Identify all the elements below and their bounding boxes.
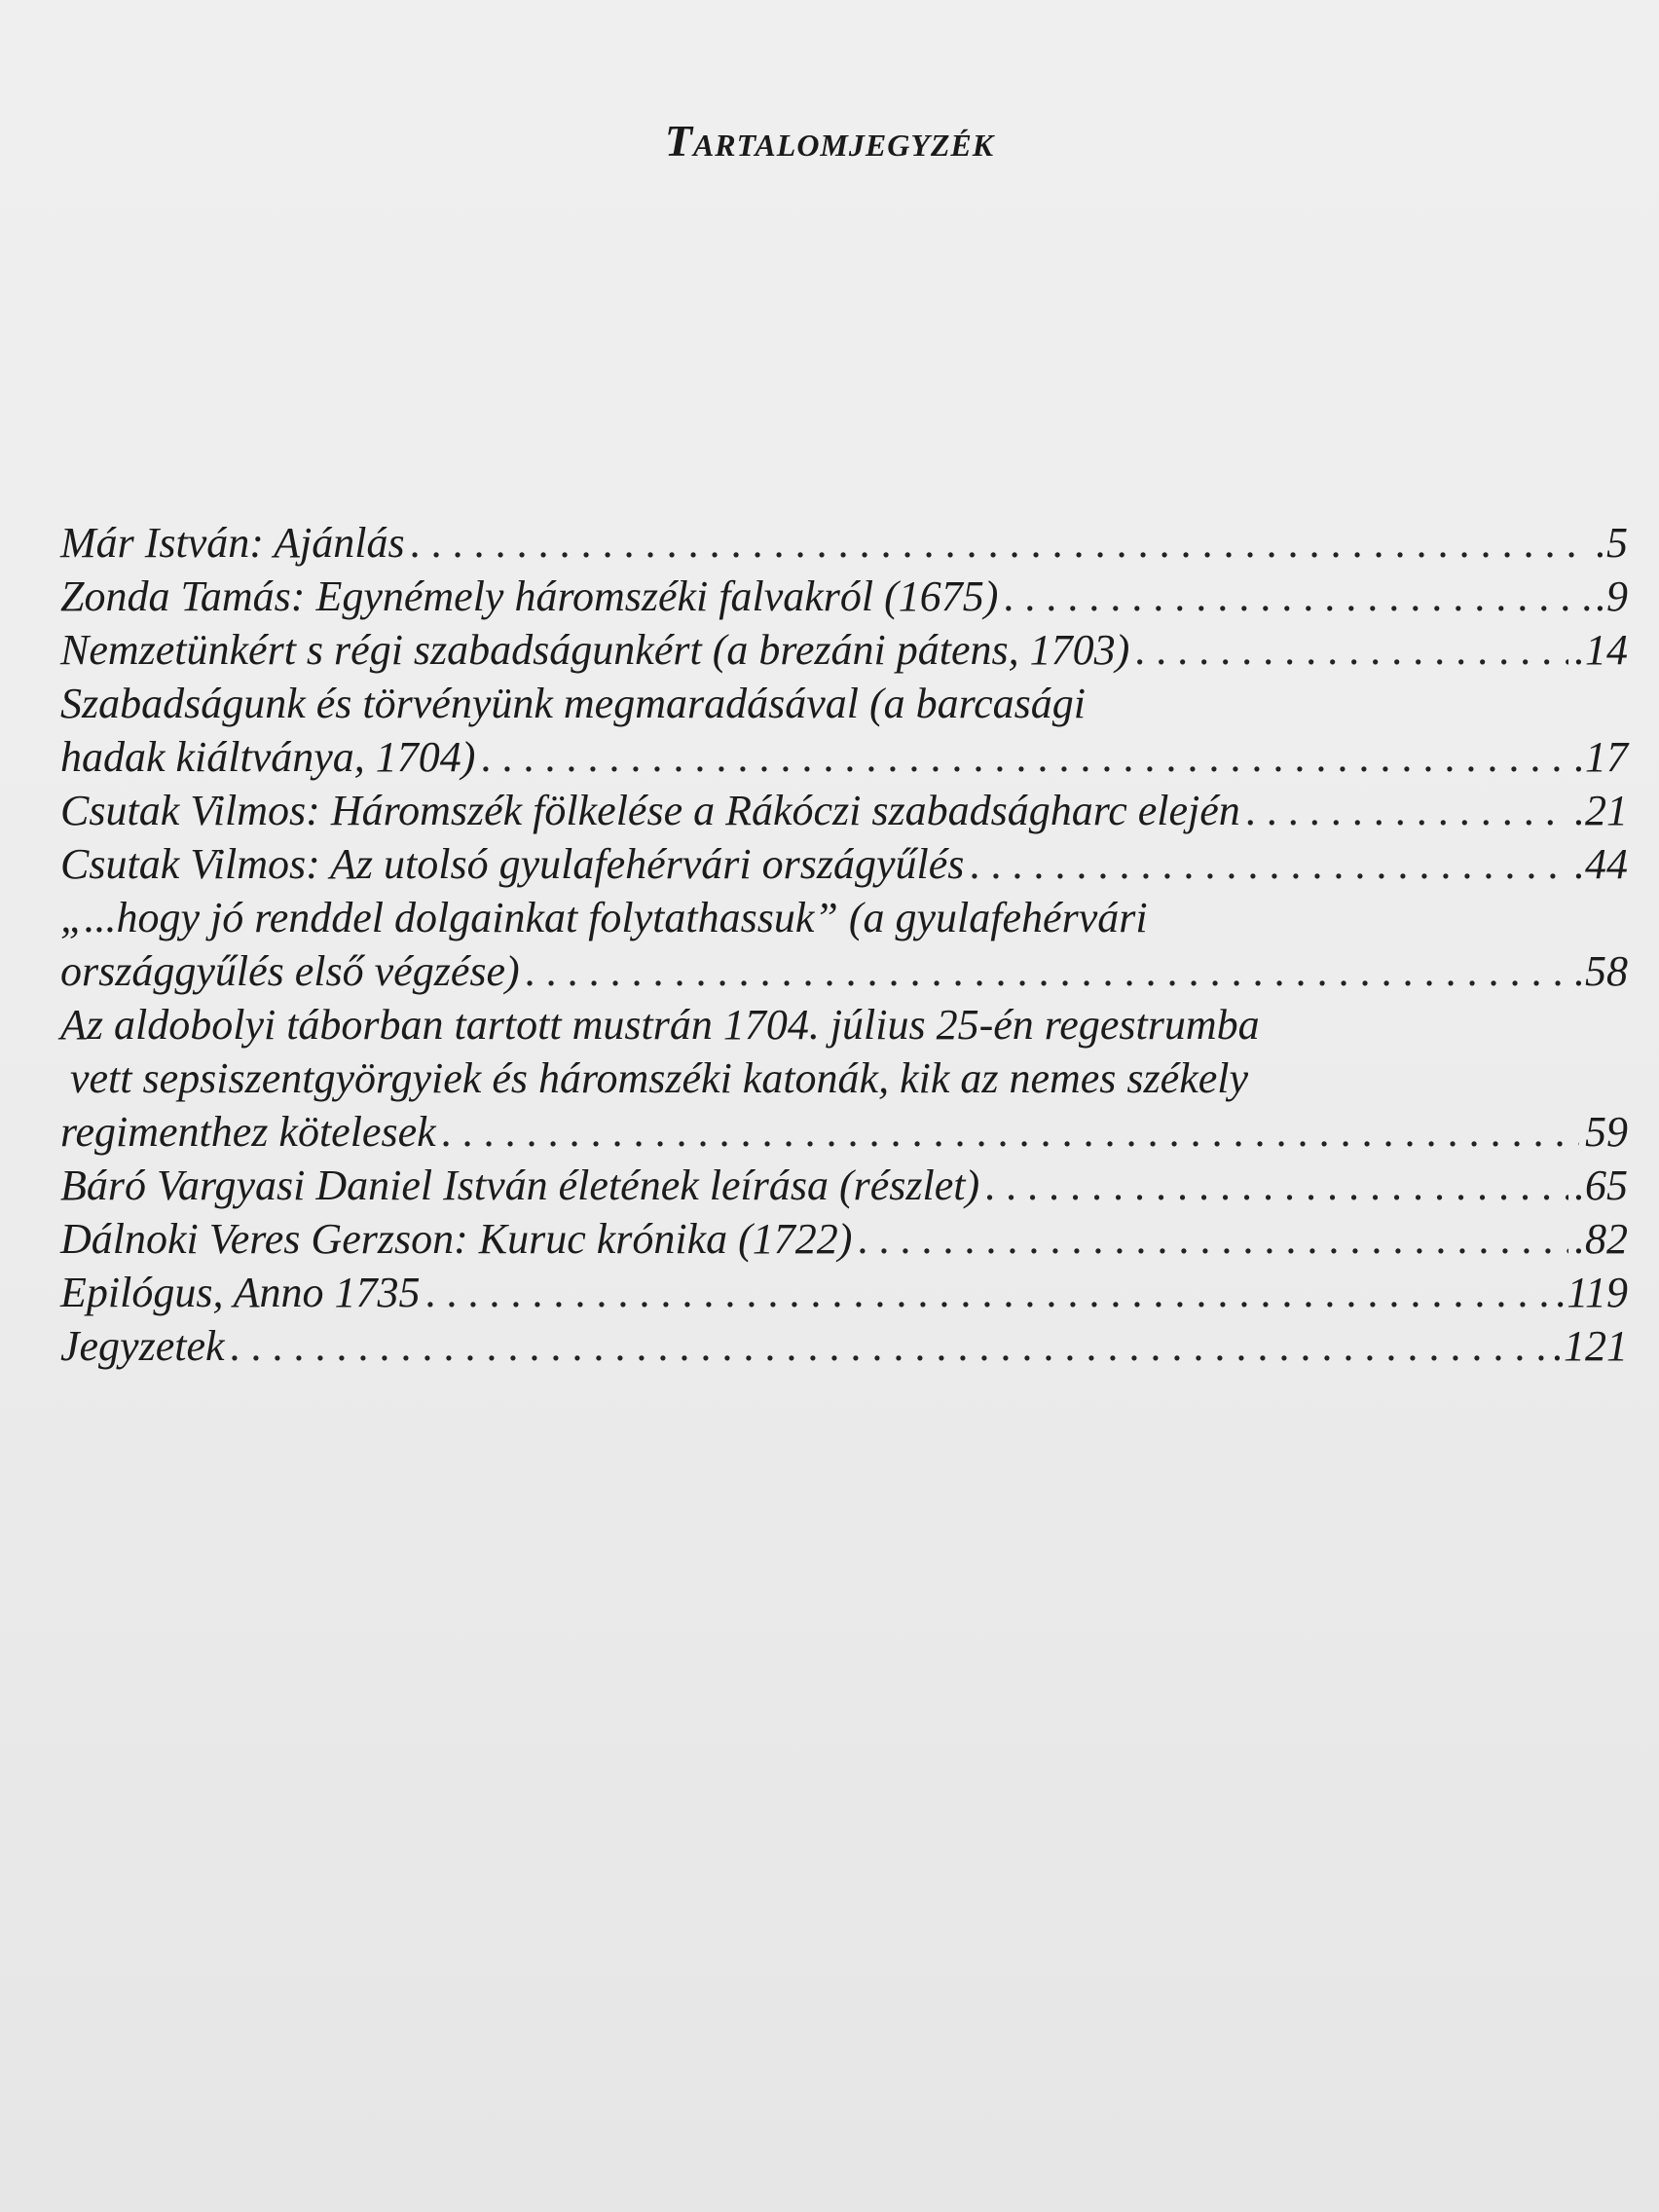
entry-page: .119 [1556, 1269, 1628, 1316]
dot-leader [858, 1212, 1568, 1266]
entry-page: .58 [1574, 947, 1628, 995]
dot-leader [1246, 784, 1568, 837]
entry-page: .82 [1574, 1215, 1628, 1263]
entry-title: Csutak Vilmos: Háromszék fölkelése a Rákóczi szabadságharc elején [60, 787, 1240, 834]
dot-leader [411, 516, 1590, 570]
entry-title-line: vett sepsiszentgyörgyiek és háromszéki katonák, kik az nemes székely [70, 1054, 1249, 1102]
toc-entry [60, 1266, 1628, 1319]
toc-entry [60, 516, 1628, 570]
dot-leader [970, 837, 1568, 891]
dot-leader [526, 944, 1568, 998]
toc-entry [60, 677, 1628, 784]
entry-page: .21 [1574, 787, 1628, 834]
entry-title: Már István: Ajánlás [60, 519, 405, 567]
dot-leader [442, 1105, 1579, 1159]
entry-title: Báró Vargyasi Daniel István életének leírása (részlet) [60, 1161, 980, 1209]
dot-leader [426, 1266, 1551, 1319]
toc-entry [60, 623, 1628, 677]
table-of-contents [60, 516, 1628, 1373]
entry-title: Jegyzetek [60, 1322, 225, 1370]
entry-page: .5 [1596, 519, 1628, 567]
toc-entry [60, 1319, 1628, 1373]
toc-entry [60, 891, 1628, 998]
dot-leader [1135, 623, 1568, 677]
entry-title: Dálnoki Veres Gerzson: Kuruc krónika (1722) [60, 1215, 853, 1263]
dot-leader [985, 1159, 1568, 1212]
entry-page: .9 [1596, 572, 1628, 620]
entry-title: regimenthez kötelesek [60, 1108, 436, 1156]
dot-leader [231, 1319, 1547, 1373]
page-title: Tartalomjegyzék [664, 116, 995, 166]
dot-leader [481, 730, 1568, 784]
entry-page: .65 [1574, 1161, 1628, 1209]
entry-title-line: „...hogy jó renddel dolgainkat folytathassuk” (a gyulafehérvári [60, 894, 1148, 941]
toc-entry [60, 1159, 1628, 1212]
toc-entry [60, 837, 1628, 891]
entry-page: .17 [1574, 733, 1628, 781]
toc-entry [60, 998, 1628, 1159]
entry-title: Csutak Vilmos: Az utolsó gyulafehérvári országyűlés [60, 840, 965, 888]
entry-title: Zonda Tamás: Egynémely háromszéki falvakról (1675) [60, 572, 999, 620]
entry-page: .44 [1574, 840, 1628, 888]
toc-entry [60, 570, 1628, 623]
entry-title-line: Az aldobolyi táborban tartott mustrán 1704. július 25-én regestrumba [60, 1001, 1260, 1049]
entry-title: Epilógus, Anno 1735 [60, 1269, 421, 1316]
entry-title: Nemzetünkért s régi szabadságunkért (a brezáni pátens, 1703) [60, 626, 1130, 674]
entry-page: .121 [1553, 1322, 1628, 1370]
toc-entry [60, 784, 1628, 837]
entry-title: országgyűlés első végzése) [60, 947, 520, 995]
toc-entry [60, 1212, 1628, 1266]
dot-leader [1004, 570, 1590, 623]
entry-page: .14 [1574, 626, 1628, 674]
entry-title-line: Szabadságunk és törvényünk megmaradásával (a barcasági [60, 680, 1086, 727]
entry-page: 59 [1585, 1108, 1628, 1156]
entry-title: hadak kiáltványa, 1704) [60, 733, 476, 781]
